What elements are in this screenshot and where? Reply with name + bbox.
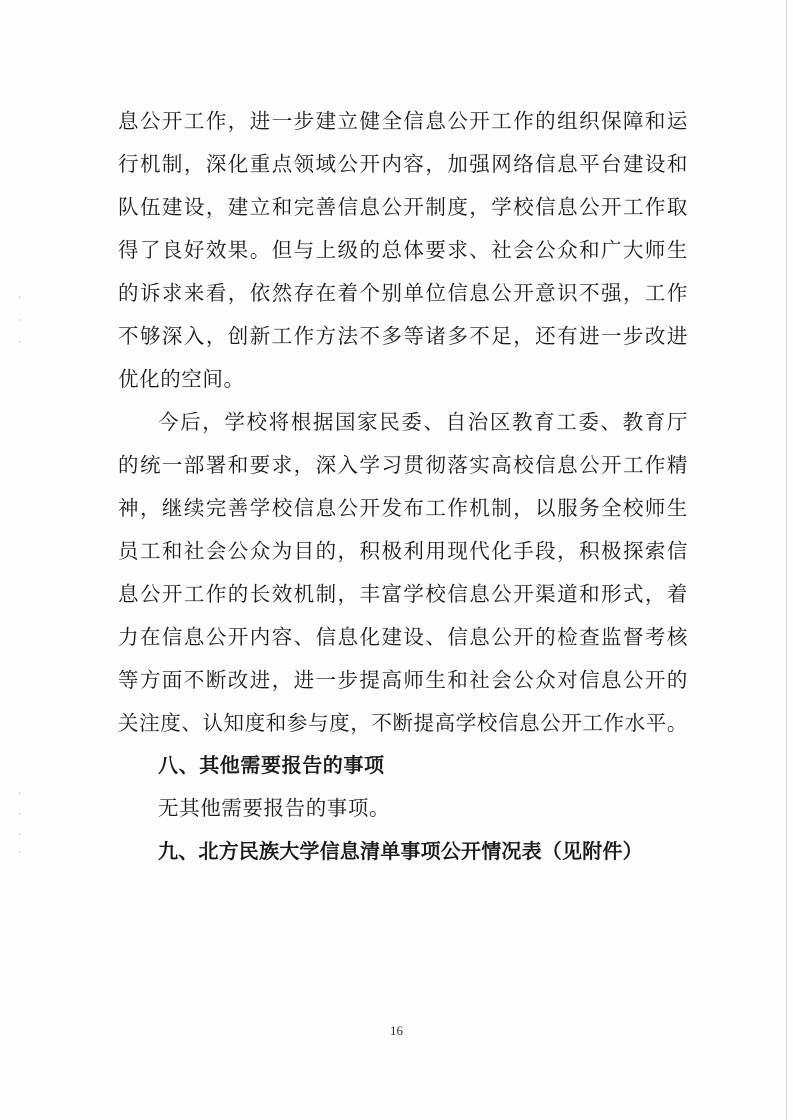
page-number: 16 [390,1023,403,1038]
scan-mark-dot: · [18,830,21,840]
paragraph-line: 优化的空间。 [118,367,245,391]
paragraph-line: 的诉求来看，依然存在着个别单位信息公开意识不强，工作 [118,281,688,305]
paragraph-line: 不够深入，创新工作方法不多等诸多不足，还有进一步改进 [118,324,688,348]
paragraph-line: 得了良好效果。但与上级的总体要求、社会公众和广大师生 [118,238,688,262]
scan-mark-dot: · [18,789,21,799]
paragraph-line: 的统一部署和要求，深入学习贯彻落实高校信息公开工作精 [118,453,688,477]
scan-mark-dot: · [18,848,21,858]
scan-mark-dot: · [18,810,21,820]
section-heading: 八、其他需要报告的事项 [158,753,385,777]
paragraph-line: 息公开工作，进一步建立健全信息公开工作的组织保障和运 [118,109,688,133]
page-edge-line [786,0,787,1120]
scan-mark-dot: · [18,316,21,326]
section-heading: 九、北方民族大学信息清单事项公开情况表（见附件） [158,839,643,863]
paragraph-line: 力在信息公开内容、信息化建设、信息公开的检查监督考核 [118,625,688,649]
paragraph-line: 息公开工作的长效机制，丰富学校信息公开渠道和形式，着 [118,582,688,606]
paragraph-line: 神，继续完善学校信息公开发布工作机制，以服务全校师生 [118,496,688,520]
paragraph-line: 队伍建设，建立和完善信息公开制度，学校信息公开工作取 [118,195,688,219]
paragraph-line: 关注度、认知度和参与度，不断提高学校信息公开工作水平。 [118,711,688,735]
scan-mark-dot: · [18,293,21,303]
paragraph-line: 行机制，深化重点领域公开内容，加强网络信息平台建设和 [118,152,688,176]
paragraph-line: 等方面不断改进，进一步提高师生和社会公众对信息公开的 [118,668,688,692]
scan-mark-dot: · [18,338,21,348]
section-body: 无其他需要报告的事项。 [158,796,391,820]
paragraph-line: 员工和社会公众为目的，积极利用现代化手段，积极探索信 [118,539,688,563]
paragraph-line: 今后，学校将根据国家民委、自治区教育工委、教育厅 [158,410,688,434]
